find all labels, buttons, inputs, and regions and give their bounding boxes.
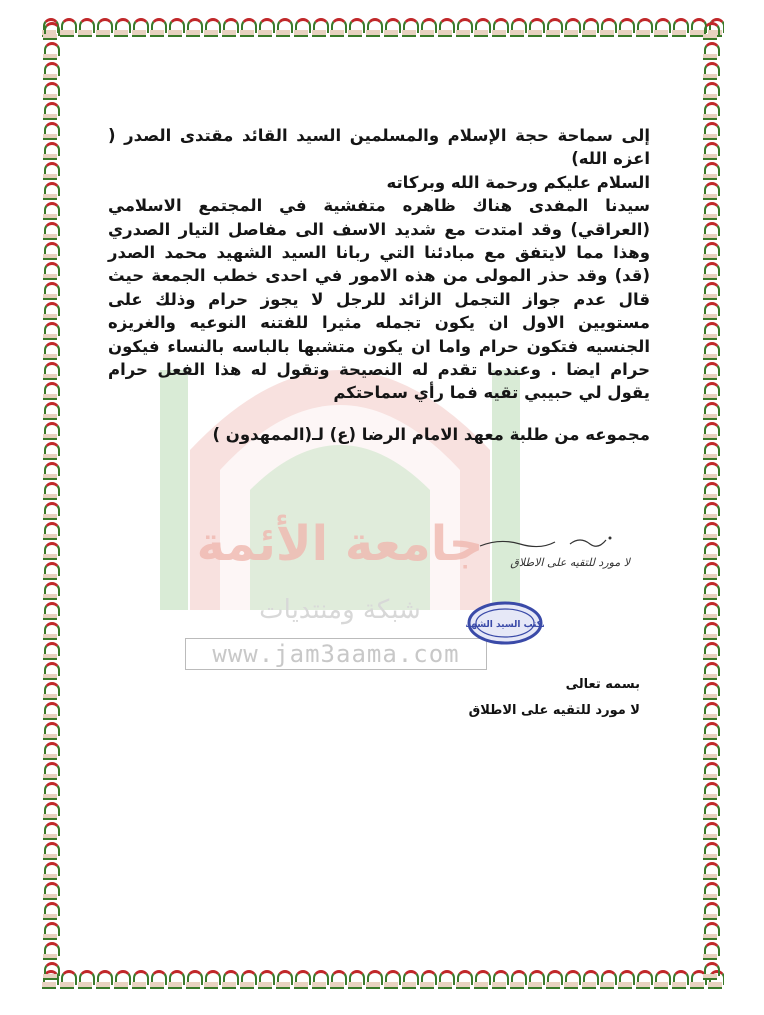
watermark-arabic-text: جامعة الأئمة xyxy=(196,516,484,572)
border-motif-icon xyxy=(220,968,238,990)
border-motif-icon xyxy=(40,740,62,760)
border-motif-icon xyxy=(700,280,722,300)
border-motif-icon xyxy=(700,680,722,700)
border-motif-icon xyxy=(40,640,62,660)
border-motif-icon xyxy=(436,968,454,990)
border-motif-icon xyxy=(700,220,722,240)
border-motif-icon xyxy=(40,180,62,200)
right-ornament-border xyxy=(700,20,724,992)
border-motif-icon xyxy=(700,720,722,740)
border-motif-icon xyxy=(40,520,62,540)
border-motif-icon xyxy=(700,540,722,560)
border-motif-icon xyxy=(616,16,634,38)
border-motif-icon xyxy=(328,968,346,990)
typed-reply xyxy=(380,672,640,724)
border-motif-icon xyxy=(700,300,722,320)
left-ornament-border xyxy=(40,20,64,992)
border-motif-icon xyxy=(700,20,722,40)
border-motif-icon xyxy=(40,320,62,340)
border-motif-icon xyxy=(40,680,62,700)
border-motif-icon xyxy=(700,60,722,80)
border-motif-icon xyxy=(700,860,722,880)
reply-basmala: بسمه تعالى xyxy=(565,677,640,692)
watermark-subtitle-text: شبكة ومنتديات xyxy=(259,595,421,625)
border-motif-icon xyxy=(700,40,722,60)
border-motif-icon xyxy=(700,840,722,860)
border-motif-icon xyxy=(346,968,364,990)
border-motif-icon xyxy=(700,260,722,280)
border-motif-icon xyxy=(40,900,62,920)
border-motif-icon xyxy=(700,880,722,900)
border-motif-icon xyxy=(40,940,62,960)
border-motif-icon xyxy=(700,900,722,920)
border-motif-icon xyxy=(364,16,382,38)
border-motif-icon xyxy=(328,16,346,38)
border-motif-icon xyxy=(256,16,274,38)
border-motif-icon xyxy=(40,420,62,440)
border-motif-icon xyxy=(400,968,418,990)
border-motif-icon xyxy=(40,40,62,60)
letter-question: سيدنا المفدى هناك ظاهره متفشية في المجتمع الاسلامي (العراقي) وقد امتدت مع شديد الاسف الى مفاصل التيار الصدري وهذا مما لايتفق مع مبادئنا التي ربانا السيد الشهيد محمد الصدر (قد) وقد حذر المولى من هذه الامور في احدى خطب الجمعة حيث قال عدم جواز التجمل الزائد للرجل لا يجوز حرام وذلك على مستويين الاول ان يكون تجمله مثيرا للفتنه النوعيه والغريزه الجنسيه فتكون حرام واما ان يكون متشبها بالباسه بالنساء فيكون حرام ايضا . وعندما تقدم له النصيحة وتقول له هذا الفعل حرام يقول لي حبيبي تقيه فما رأي سماحتكم xyxy=(108,196,650,403)
border-motif-icon xyxy=(40,160,62,180)
border-motif-icon xyxy=(382,968,400,990)
border-motif-icon xyxy=(652,968,670,990)
border-motif-icon xyxy=(184,968,202,990)
border-motif-icon xyxy=(292,16,310,38)
border-motif-icon xyxy=(40,60,62,80)
border-motif-icon xyxy=(40,620,62,640)
border-motif-icon xyxy=(454,968,472,990)
border-motif-icon xyxy=(700,740,722,760)
border-motif-icon xyxy=(40,820,62,840)
border-motif-icon xyxy=(700,760,722,780)
border-motif-icon xyxy=(634,16,652,38)
border-motif-icon xyxy=(40,280,62,300)
border-motif-icon xyxy=(700,620,722,640)
border-motif-icon xyxy=(364,968,382,990)
top-ornament-border xyxy=(40,16,724,40)
border-motif-icon xyxy=(40,480,62,500)
border-motif-icon xyxy=(40,540,62,560)
border-motif-icon xyxy=(76,968,94,990)
border-motif-icon xyxy=(40,460,62,480)
border-motif-icon xyxy=(40,600,62,620)
border-motif-icon xyxy=(40,300,62,320)
border-motif-icon xyxy=(472,16,490,38)
border-motif-icon xyxy=(700,340,722,360)
border-motif-icon xyxy=(508,16,526,38)
border-motif-icon xyxy=(346,16,364,38)
border-motif-icon xyxy=(40,960,62,980)
border-motif-icon xyxy=(562,16,580,38)
border-motif-icon xyxy=(700,140,722,160)
border-motif-icon xyxy=(700,420,722,440)
border-motif-icon xyxy=(544,16,562,38)
border-motif-icon xyxy=(598,16,616,38)
border-motif-icon xyxy=(40,340,62,360)
border-motif-icon xyxy=(700,580,722,600)
letter-greeting: السلام عليكم ورحمة الله وبركاته xyxy=(386,172,650,192)
border-motif-icon xyxy=(562,968,580,990)
border-motif-icon xyxy=(670,968,688,990)
border-motif-icon xyxy=(700,600,722,620)
border-motif-icon xyxy=(310,968,328,990)
border-motif-icon xyxy=(598,968,616,990)
border-motif-icon xyxy=(700,440,722,460)
border-motif-icon xyxy=(40,880,62,900)
border-motif-icon xyxy=(700,380,722,400)
border-motif-icon xyxy=(274,16,292,38)
border-motif-icon xyxy=(700,240,722,260)
border-motif-icon xyxy=(700,100,722,120)
border-motif-icon xyxy=(202,16,220,38)
border-motif-icon xyxy=(148,16,166,38)
letter-body xyxy=(108,124,650,446)
border-motif-icon xyxy=(700,560,722,580)
border-motif-icon xyxy=(40,140,62,160)
border-motif-icon xyxy=(700,480,722,500)
border-motif-icon xyxy=(202,968,220,990)
border-motif-icon xyxy=(526,968,544,990)
border-motif-icon xyxy=(700,160,722,180)
border-motif-icon xyxy=(112,16,130,38)
border-motif-icon xyxy=(292,968,310,990)
border-motif-icon xyxy=(700,640,722,660)
border-motif-icon xyxy=(700,200,722,220)
border-motif-icon xyxy=(40,200,62,220)
border-motif-icon xyxy=(490,16,508,38)
border-motif-icon xyxy=(580,968,598,990)
border-motif-icon xyxy=(700,460,722,480)
border-motif-icon xyxy=(40,840,62,860)
border-motif-icon xyxy=(40,760,62,780)
border-motif-icon xyxy=(700,800,722,820)
border-motif-icon xyxy=(700,320,722,340)
border-motif-icon xyxy=(700,520,722,540)
border-motif-icon xyxy=(40,100,62,120)
border-motif-icon xyxy=(580,16,598,38)
handwritten-scribble-icon xyxy=(460,532,630,554)
border-motif-icon xyxy=(700,940,722,960)
border-motif-icon xyxy=(700,700,722,720)
border-motif-icon xyxy=(508,968,526,990)
border-motif-icon xyxy=(454,16,472,38)
border-motif-icon xyxy=(700,500,722,520)
border-motif-icon xyxy=(40,720,62,740)
border-motif-icon xyxy=(40,780,62,800)
border-motif-icon xyxy=(700,820,722,840)
border-motif-icon xyxy=(40,700,62,720)
border-motif-icon xyxy=(40,380,62,400)
border-motif-icon xyxy=(112,968,130,990)
letter-signature: مجموعه من طلبة معهد الامام الرضا (ع) لـ(الممهدون ) xyxy=(212,424,650,444)
border-motif-icon xyxy=(148,968,166,990)
border-motif-icon xyxy=(526,16,544,38)
handwritten-note-text: لا مورد للتقيه على الاطلاق xyxy=(510,556,630,569)
stamp-text: مكتب السيد الشهيد xyxy=(466,620,544,630)
border-motif-icon xyxy=(40,120,62,140)
border-motif-icon xyxy=(700,780,722,800)
border-motif-icon xyxy=(700,660,722,680)
border-motif-icon xyxy=(670,16,688,38)
border-motif-icon xyxy=(40,400,62,420)
border-motif-icon xyxy=(634,968,652,990)
border-motif-icon xyxy=(166,16,184,38)
border-motif-icon xyxy=(256,968,274,990)
letter-addressee: إلى سماحة حجة الإسلام والمسلمين السيد القائد مقتدى الصدر ( اعزه الله) xyxy=(108,126,650,169)
border-motif-icon xyxy=(310,16,328,38)
border-motif-icon xyxy=(40,260,62,280)
border-motif-icon xyxy=(238,16,256,38)
border-motif-icon xyxy=(184,16,202,38)
border-motif-icon xyxy=(700,960,722,980)
border-motif-icon xyxy=(40,220,62,240)
border-motif-icon xyxy=(700,80,722,100)
border-motif-icon xyxy=(40,920,62,940)
border-motif-icon xyxy=(274,968,292,990)
office-stamp xyxy=(466,600,544,646)
border-motif-icon xyxy=(166,968,184,990)
border-motif-icon xyxy=(418,968,436,990)
border-motif-icon xyxy=(436,16,454,38)
border-motif-icon xyxy=(40,240,62,260)
border-motif-icon xyxy=(700,360,722,380)
border-motif-icon xyxy=(472,968,490,990)
border-motif-icon xyxy=(700,400,722,420)
border-motif-icon xyxy=(490,968,508,990)
bottom-ornament-border xyxy=(40,968,724,992)
border-motif-icon xyxy=(40,860,62,880)
border-motif-icon xyxy=(40,440,62,460)
border-motif-icon xyxy=(130,968,148,990)
border-motif-icon xyxy=(652,16,670,38)
border-motif-icon xyxy=(40,360,62,380)
border-motif-icon xyxy=(220,16,238,38)
border-motif-icon xyxy=(40,580,62,600)
border-motif-icon xyxy=(418,16,436,38)
border-motif-icon xyxy=(40,80,62,100)
reply-ruling: لا مورد للتقيه على الاطلاق xyxy=(468,703,640,718)
border-motif-icon xyxy=(700,920,722,940)
border-motif-icon xyxy=(40,560,62,580)
border-motif-icon xyxy=(382,16,400,38)
border-motif-icon xyxy=(40,800,62,820)
border-motif-icon xyxy=(700,180,722,200)
border-motif-icon xyxy=(238,968,256,990)
border-motif-icon xyxy=(94,968,112,990)
border-motif-icon xyxy=(400,16,418,38)
handwritten-answer xyxy=(460,532,630,582)
border-motif-icon xyxy=(130,16,148,38)
border-motif-icon xyxy=(700,120,722,140)
oval-stamp-icon xyxy=(466,600,544,646)
border-motif-icon xyxy=(76,16,94,38)
border-motif-icon xyxy=(40,500,62,520)
border-motif-icon xyxy=(544,968,562,990)
border-motif-icon xyxy=(40,660,62,680)
border-motif-icon xyxy=(94,16,112,38)
border-motif-icon xyxy=(40,20,62,40)
border-motif-icon xyxy=(616,968,634,990)
watermark-url: www.jam3aama.com xyxy=(185,638,487,670)
